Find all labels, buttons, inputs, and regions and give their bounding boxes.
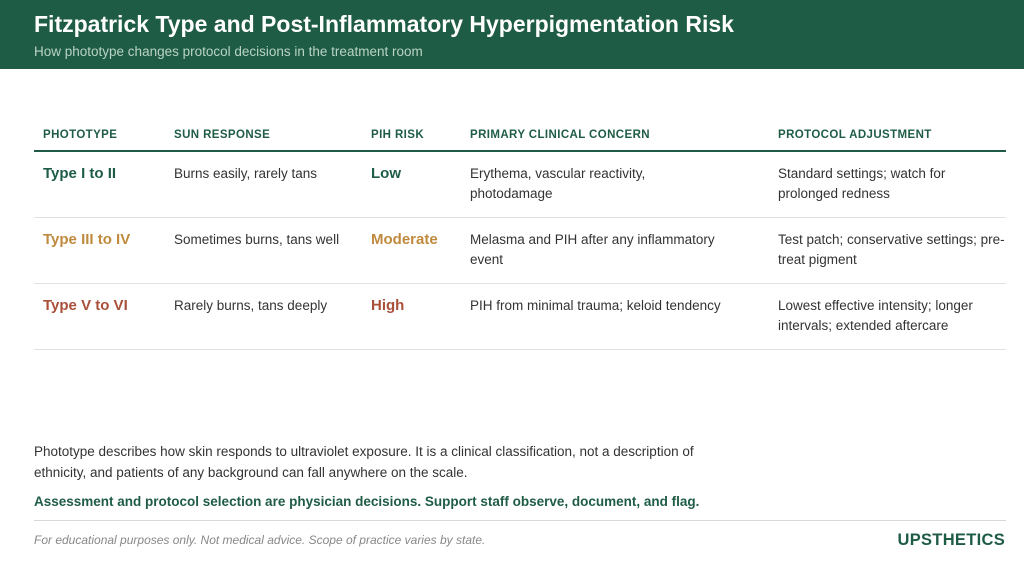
column-header-pih-risk: PIH RISK bbox=[371, 129, 425, 141]
concern-cell: PIH from minimal trauma; keloid tendency bbox=[470, 298, 721, 313]
phototype-table bbox=[34, 120, 1006, 350]
pih-risk-cell: Moderate bbox=[371, 231, 438, 248]
disclaimer: For educational purposes only. Not medical advice. Scope of practice varies by state. bbox=[34, 533, 486, 547]
column-header-concern: PRIMARY CLINICAL CONCERN bbox=[470, 129, 650, 141]
phototype-cell: Type V to VI bbox=[43, 297, 128, 314]
column-header-phototype: PHOTOTYPE bbox=[43, 129, 118, 141]
table-row bbox=[34, 284, 1006, 350]
adjustment-cell: Test patch; conservative settings; pre-treat pigment bbox=[778, 232, 1005, 267]
table-row bbox=[34, 218, 1006, 284]
concern-cell: Erythema, vascular reactivity, photodamage bbox=[470, 166, 646, 201]
sun-response-cell: Rarely burns, tans deeply bbox=[174, 298, 328, 313]
footer-divider bbox=[34, 520, 1006, 521]
table-row bbox=[34, 152, 1006, 218]
concern-cell: Melasma and PIH after any inflammatory event bbox=[470, 232, 715, 267]
phototype-cell: Type I to II bbox=[43, 165, 117, 182]
adjustment-cell: Standard settings; watch for prolonged redness bbox=[778, 166, 946, 201]
sun-response-cell: Burns easily, rarely tans bbox=[174, 166, 318, 181]
pih-risk-cell: High bbox=[371, 297, 405, 314]
column-header-adjustment: PROTOCOL ADJUSTMENT bbox=[778, 129, 932, 141]
brand-logo: UPSTHETICS bbox=[897, 531, 1005, 549]
physician-decision-note: Assessment and protocol selection are physician decisions. Support staff observe, document, and flag. bbox=[34, 494, 700, 509]
phototype-cell: Type III to IV bbox=[43, 231, 131, 248]
sun-response-cell: Sometimes burns, tans well bbox=[174, 232, 340, 247]
phototype-note: Phototype describes how skin responds to ultraviolet exposure. It is a clinical classification, not a description of ethnicity, and patients of any background can fall anywhere on the scale. bbox=[34, 444, 694, 480]
column-header-sun-response: SUN RESPONSE bbox=[174, 129, 271, 141]
table-header bbox=[34, 120, 1006, 152]
pih-risk-cell: Low bbox=[371, 165, 401, 182]
header-banner bbox=[0, 0, 1024, 69]
page-subtitle: How phototype changes protocol decisions in the treatment room bbox=[34, 44, 423, 59]
page-title: Fitzpatrick Type and Post-Inflammatory Hyperpigmentation Risk bbox=[34, 11, 734, 37]
adjustment-cell: Lowest effective intensity; longer intervals; extended aftercare bbox=[778, 298, 973, 333]
